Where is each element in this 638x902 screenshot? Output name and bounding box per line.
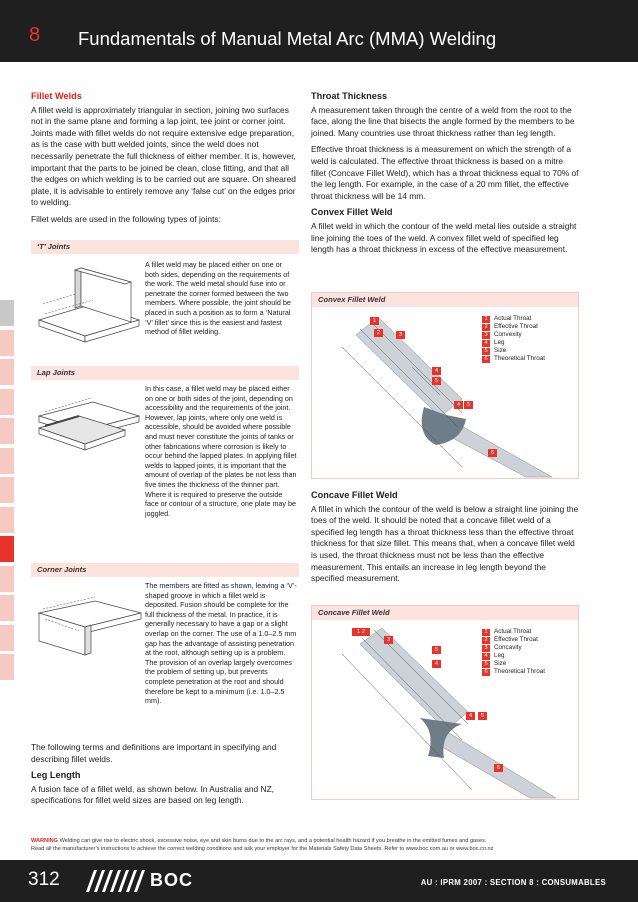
leg-length-heading: Leg Length [31, 770, 81, 781]
side-tab[interactable] [0, 448, 14, 474]
page-number: 312 [28, 869, 60, 890]
legend-row: 5 Size [482, 660, 545, 668]
lap-joints-text: In this case, a fillet weld may be placed either on one or both sides of the joint, depending on accessibility and the requirements of the joint. However, lap joints, where only one weld is accessible, should be avoided where possible and must never constitute the joints of tanks or other fabrications where corrosion is likely to occur behind the lapped plates. In applying fillet welds to lapped joints, it is important that the amount of overlap of the plates be not less than five times the thickness of the thinner part. Where it is required to preserve the outside face or contour of a structure, one plate may be joggled. [145, 384, 297, 518]
convex-mark-6: 6 [488, 449, 497, 457]
side-tab[interactable] [0, 330, 14, 356]
t-joints-title: ‘T’ Joints [31, 240, 299, 254]
left-column-bottom [31, 742, 299, 812]
legend-row: 1 Actual Throat [482, 628, 545, 636]
concave-mark-5b: 5 [478, 712, 487, 720]
concave-fillet-text: A fillet in which the contour of the weld is below a straight line joining the toes of the weld. It should be noted that a concave fillet weld of a specified leg length has a throat thickness less than the effective throat thickness for that size fillet. This means that, when a concave fillet weld is used, the throat thickness must not be less than the effective measurement. This entails an increase in leg length beyond the specified measurement. [311, 503, 579, 584]
convex-fillet-text: A fillet weld in which the contour of the weld metal lies outside a straight line joining the toes of the weld. A convex fillet weld of specified leg length has a throat thickness in excess of the effective measurement. [311, 220, 577, 255]
legend-row: 3 Convexity [482, 331, 545, 339]
convex-legend [482, 315, 545, 363]
throat-thickness-p1: A measurement taken through the centre of a weld from the root to the face, along the line that bisects the angle formed by the members to be joined. Many countries use throat thickness rather than leg length. [311, 104, 575, 138]
convex-fillet-heading: Convex Fillet Weld [311, 207, 393, 218]
convex-mark-5: 5 [432, 377, 441, 385]
right-column-middle [311, 490, 579, 590]
side-tab[interactable] [0, 507, 14, 533]
side-tab[interactable] [0, 654, 14, 680]
page-title: Fundamentals of Manual Metal Arc (MMA) Welding [78, 28, 497, 49]
convex-mark-4: 4 [432, 367, 441, 375]
leg-length-text: A fusion face of a fillet weld, as shown below. In Australia and NZ, specifications for fillet weld sizes are based on leg length. [31, 783, 275, 806]
convex-mark-2: 2 [374, 329, 383, 337]
side-tab[interactable] [0, 418, 14, 444]
t-joints-box [31, 240, 299, 365]
convex-diagram-title: Convex Fillet Weld [312, 293, 578, 307]
terms-intro: The following terms and definitions are important in specifying and describing fillet welds. [31, 742, 277, 764]
legend-row: 3 Concavity [482, 644, 545, 652]
left-column-top [31, 91, 299, 231]
legend-row: 4 Leg [482, 339, 545, 347]
side-tab[interactable] [0, 566, 14, 592]
legend-row: 6 Theoretical Throat [482, 355, 545, 363]
corner-joints-title: Corner Joints [31, 563, 299, 577]
lap-joint-illustration [35, 386, 145, 456]
concave-mark-4: 4 [432, 660, 441, 668]
t-joint-illustration [35, 264, 143, 346]
warning-notice [31, 838, 616, 853]
boc-stripes-logo [80, 870, 148, 892]
convex-mark-3: 3 [396, 331, 405, 339]
legend-row: 2 Effective Throat [482, 636, 545, 644]
throat-thickness-p2: Effective throat thickness is a measurement on which the strength of a weld is calculated. The effective throat thickness is based on a mitre fillet (Concave Fillet Weld), which has a throat thickness equal to 70% of the leg length. For example, in the case of a 20 mm fillet, the effective throat thickness will be 14 mm. [311, 144, 579, 201]
convex-mark-1: 1 [370, 317, 379, 325]
side-tab[interactable] [0, 300, 14, 326]
corner-joint-illustration [35, 585, 145, 665]
chapter-number: 8 [29, 24, 41, 46]
side-tabs [0, 300, 14, 684]
concave-fillet-heading: Concave Fillet Weld [311, 490, 398, 500]
warning-line-2: Read all the manufacturer’s instructions to achieve the correct welding conditions and ask your employer for the Materials Safety Data Sheets. Refer to www.boc.com.au or www.boc.co.nz [31, 845, 494, 852]
side-tab-active[interactable] [0, 536, 14, 562]
section-label: AU : IPRM 2007 : SECTION 8 : CONSUMABLES [420, 878, 606, 887]
side-tab[interactable] [0, 389, 14, 415]
side-tab[interactable] [0, 477, 14, 503]
corner-joints-text: The members are fitted as shown, leaving a ‘V’-shaped groove in which a fillet weld is deposited. Fusion should be complete for the full thickness of the metal. In practice, it is generally necessary to have a gap or a slight overlap on the corner. The use of a 1.0–2.5 mm gap has the advantage of assisting penetration at the root, although setting up is a problem. The provision of an overlap largely overcomes the problem of setting up, but prevents complete penetration at the root and should therefore be kept to a minimum (i.e. 1.0–2.5 mm). [145, 581, 297, 706]
legend-row: 1 Actual Throat [482, 315, 545, 323]
concave-mark-4b: 4 [466, 712, 475, 720]
page-header [0, 0, 638, 62]
concave-mark-3: 3 [384, 636, 393, 644]
boc-brand: BOC [150, 870, 193, 890]
warning-text: Welding can give rise to electric shock, excessive noise, eye and skin burns due to the arc rays, and a potential health hazard if you breathe in the emitted fumes and gases. [59, 838, 487, 844]
concave-fillet-diagram [311, 605, 579, 800]
corner-joints-box [31, 563, 299, 733]
concave-mark-6: 6 [494, 764, 503, 772]
fillet-welds-joints-intro: Fillet welds are used in the following types of joints: [31, 213, 221, 224]
lap-joints-title: Lap Joints [31, 366, 299, 380]
throat-thickness-heading: Throat Thickness [311, 91, 388, 101]
convex-mark-4b: 4 [454, 401, 463, 409]
page-footer [0, 860, 638, 902]
legend-row: 2 Effective Throat [482, 323, 545, 331]
lap-joints-box [31, 366, 299, 562]
legend-row: 4 Leg [482, 652, 545, 660]
legend-row: 6 Theoretical Throat [482, 668, 545, 676]
concave-legend [482, 628, 545, 676]
concave-mark-1-2: 1 2 [352, 628, 370, 636]
warning-label: WARNING [31, 838, 59, 844]
legend-row: 5 Size [482, 347, 545, 355]
t-joints-text: A fillet weld may be placed either on one or both sides, depending on the requirements of the work. The weld metal should fuse into or penetrate the corner formed between the two members. Where possible, the joint should be placed in such a position as to form a ‘Natural ‘V’ fillet’ since this is the easiest and fastest method of fillet welding. [145, 260, 291, 337]
convex-fillet-diagram [311, 292, 579, 479]
side-tab[interactable] [0, 359, 14, 385]
concave-diagram-title: Concave Fillet Weld [312, 606, 578, 620]
side-tab[interactable] [0, 595, 14, 621]
fillet-welds-paragraph: A fillet weld is approximately triangular in section, joining two surfaces not in the same plane and forming a lap joint, tee joint or corner joint. Joints made with fillet welds do not require extensive edge preparation, as is the case with butt welded joints, since the weld does not necessarily penetrate the full thickness of either member. It is, however, important that the parts to be joined be clean, close fitting, and that all the edges on which welding is to be carried out are square. On sheared plate, it is advisable to entirely remove any ‘false cut’ on the edges prior to welding. [31, 104, 296, 208]
concave-mark-5: 5 [432, 646, 441, 654]
side-tab[interactable] [0, 625, 14, 651]
right-column-top [311, 91, 579, 261]
convex-mark-5b: 5 [464, 401, 473, 409]
fillet-welds-heading: Fillet Welds [31, 91, 82, 101]
